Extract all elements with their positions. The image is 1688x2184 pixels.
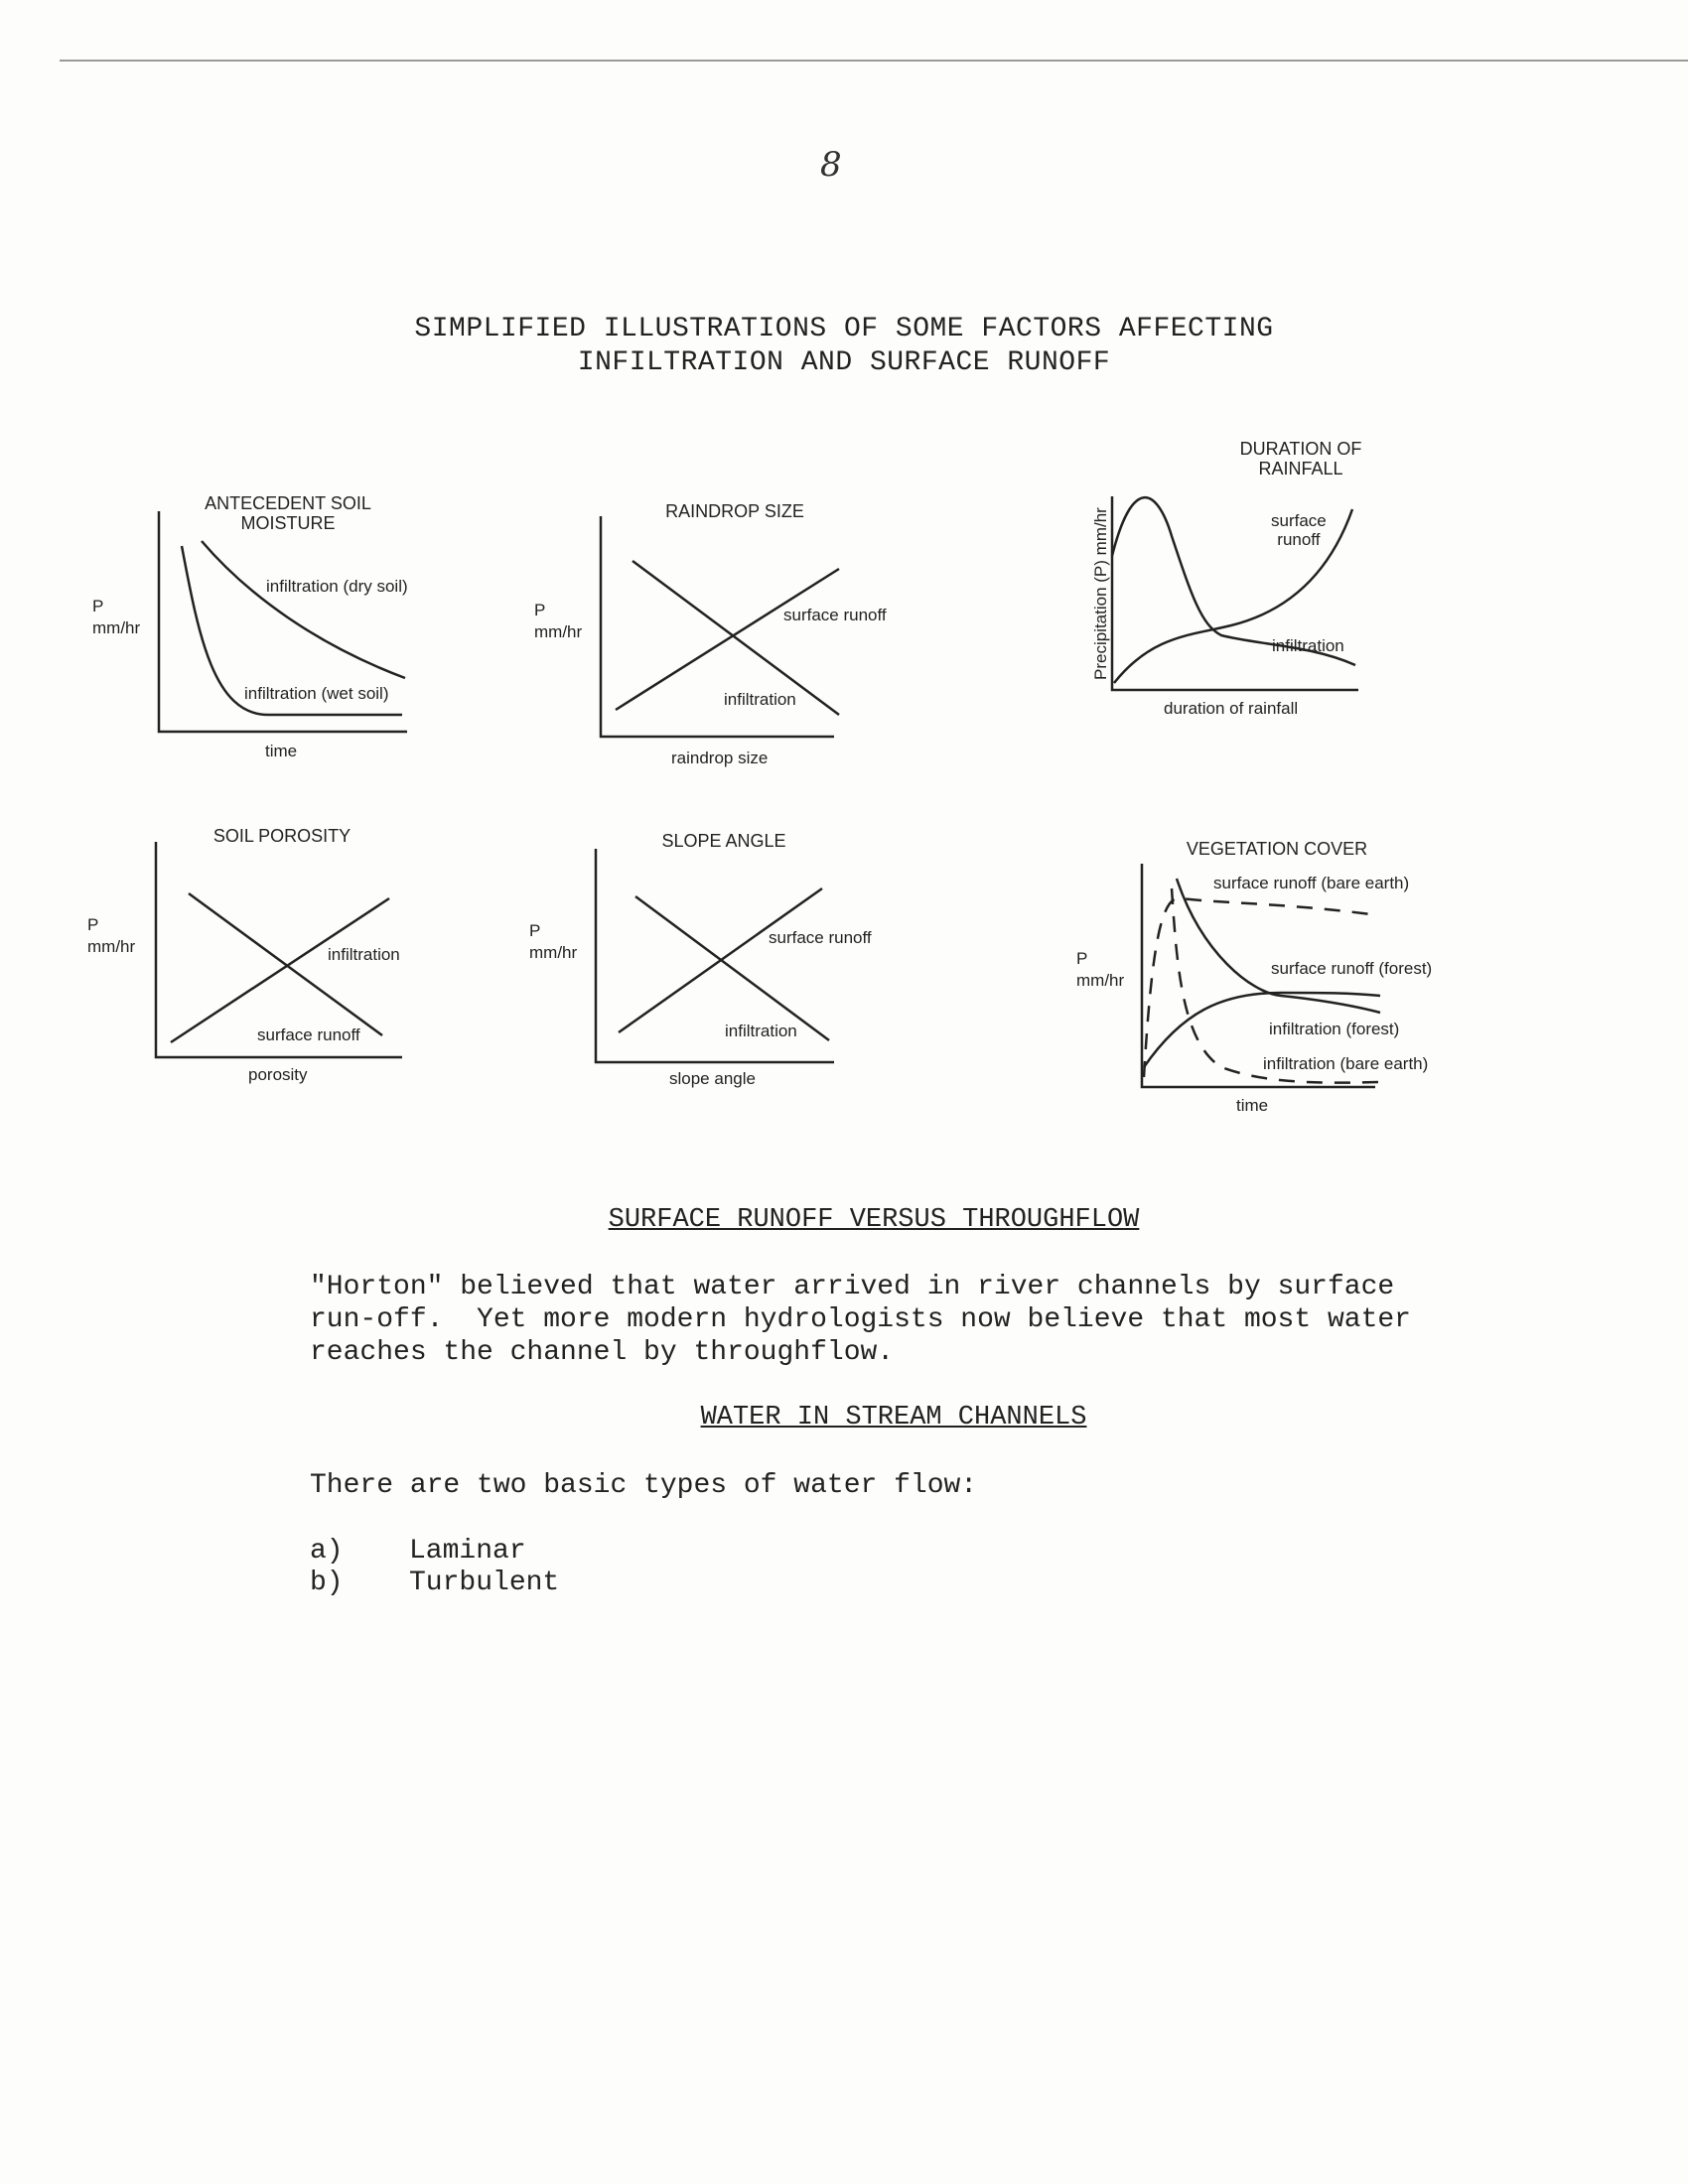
curve-label-surface-runoff-bare-earth: surface runoff (bare earth) — [1213, 874, 1410, 892]
x-axis-label: raindrop size — [671, 749, 769, 767]
page-title-line1: SIMPLIFIED ILLUSTRATIONS OF SOME FACTORS AFFECTING — [414, 314, 1274, 344]
list-text: Turbulent — [409, 1568, 560, 1598]
curve-label-surface-runoff-forest: surface runoff (forest) — [1271, 959, 1433, 978]
curve-label-surface-runoff-line1: surface — [1271, 511, 1327, 530]
y-axis-label: Precipitation (P) mm/hr — [1091, 507, 1110, 680]
page-number: 8 — [820, 145, 842, 185]
x-axis-label: slope angle — [669, 1069, 756, 1088]
x-axis-label: time — [265, 742, 298, 760]
y-axis-label-line2: mm/hr — [529, 943, 578, 963]
heading-water-in-stream-channels: WATER IN STREAM CHANNELS — [700, 1403, 1087, 1433]
figure-title: VEGETATION COVER — [1186, 839, 1368, 859]
curve-label-dry-soil: infiltration (dry soil) — [266, 577, 408, 596]
page-title-line2: INFILTRATION AND SURFACE RUNOFF — [577, 347, 1111, 378]
y-axis-label-line2: mm/hr — [92, 618, 141, 638]
curve-label-surface-runoff-line2: runoff — [1277, 529, 1321, 549]
curve-label-surface-runoff: surface runoff — [769, 928, 872, 947]
y-axis-label-line2: mm/hr — [87, 937, 136, 957]
figure-title: SLOPE ANGLE — [661, 831, 786, 851]
paragraph-flow-types: There are two basic types of water flow: — [310, 1470, 978, 1501]
y-axis-label-line1: P — [87, 915, 99, 934]
figure-title-line1: ANTECEDENT SOIL — [205, 493, 371, 513]
y-axis-label-line1: P — [92, 597, 104, 615]
list-text: Laminar — [409, 1536, 526, 1567]
curve-label-infiltration-bare-earth: infiltration (bare earth) — [1263, 1054, 1429, 1073]
x-axis-label: time — [1236, 1096, 1269, 1115]
heading-surface-runoff-vs-throughflow: SURFACE RUNOFF VERSUS THROUGHFLOW — [608, 1205, 1140, 1235]
figure-title: RAINDROP SIZE — [665, 501, 804, 521]
curve-label-infiltration: infiltration — [1272, 636, 1344, 655]
figure-title-line2: RAINFALL — [1258, 458, 1343, 478]
curve-label-infiltration: infiltration — [328, 945, 400, 964]
x-axis-label: porosity — [248, 1065, 308, 1084]
list-marker: b) — [310, 1568, 344, 1598]
list-item — [310, 1568, 559, 1598]
figure-title-line1: DURATION OF — [1239, 439, 1362, 459]
y-axis-label-line2: mm/hr — [534, 622, 583, 642]
figure-title-line2: MOISTURE — [240, 512, 336, 533]
curve-label-infiltration: infiltration — [724, 690, 796, 709]
y-axis-label-line2: mm/hr — [1076, 971, 1125, 991]
curve-label-infiltration-forest: infiltration (forest) — [1269, 1020, 1400, 1038]
curve-label-infiltration: infiltration — [725, 1022, 797, 1040]
curve-label-wet-soil: infiltration (wet soil) — [244, 684, 389, 703]
y-axis-label-line1: P — [534, 601, 546, 619]
list-item — [310, 1536, 526, 1567]
x-axis-label: duration of rainfall — [1164, 699, 1299, 718]
figure-title: SOIL POROSITY — [212, 826, 352, 846]
curve-label-surface-runoff: surface runoff — [783, 606, 887, 624]
curve-label-surface-runoff: surface runoff — [257, 1025, 360, 1044]
list-marker: a) — [310, 1536, 344, 1567]
y-axis-label-line1: P — [1076, 949, 1088, 968]
y-axis-label-line1: P — [529, 921, 541, 940]
paragraph-horton: "Horton" believed that water arrived in river channels by surface run-off. Yet more modern hydrologists now believe that most water reaches the channel by throughflow. — [310, 1272, 1411, 1368]
curve-surface-runoff-bare-earth — [1144, 898, 1378, 1077]
